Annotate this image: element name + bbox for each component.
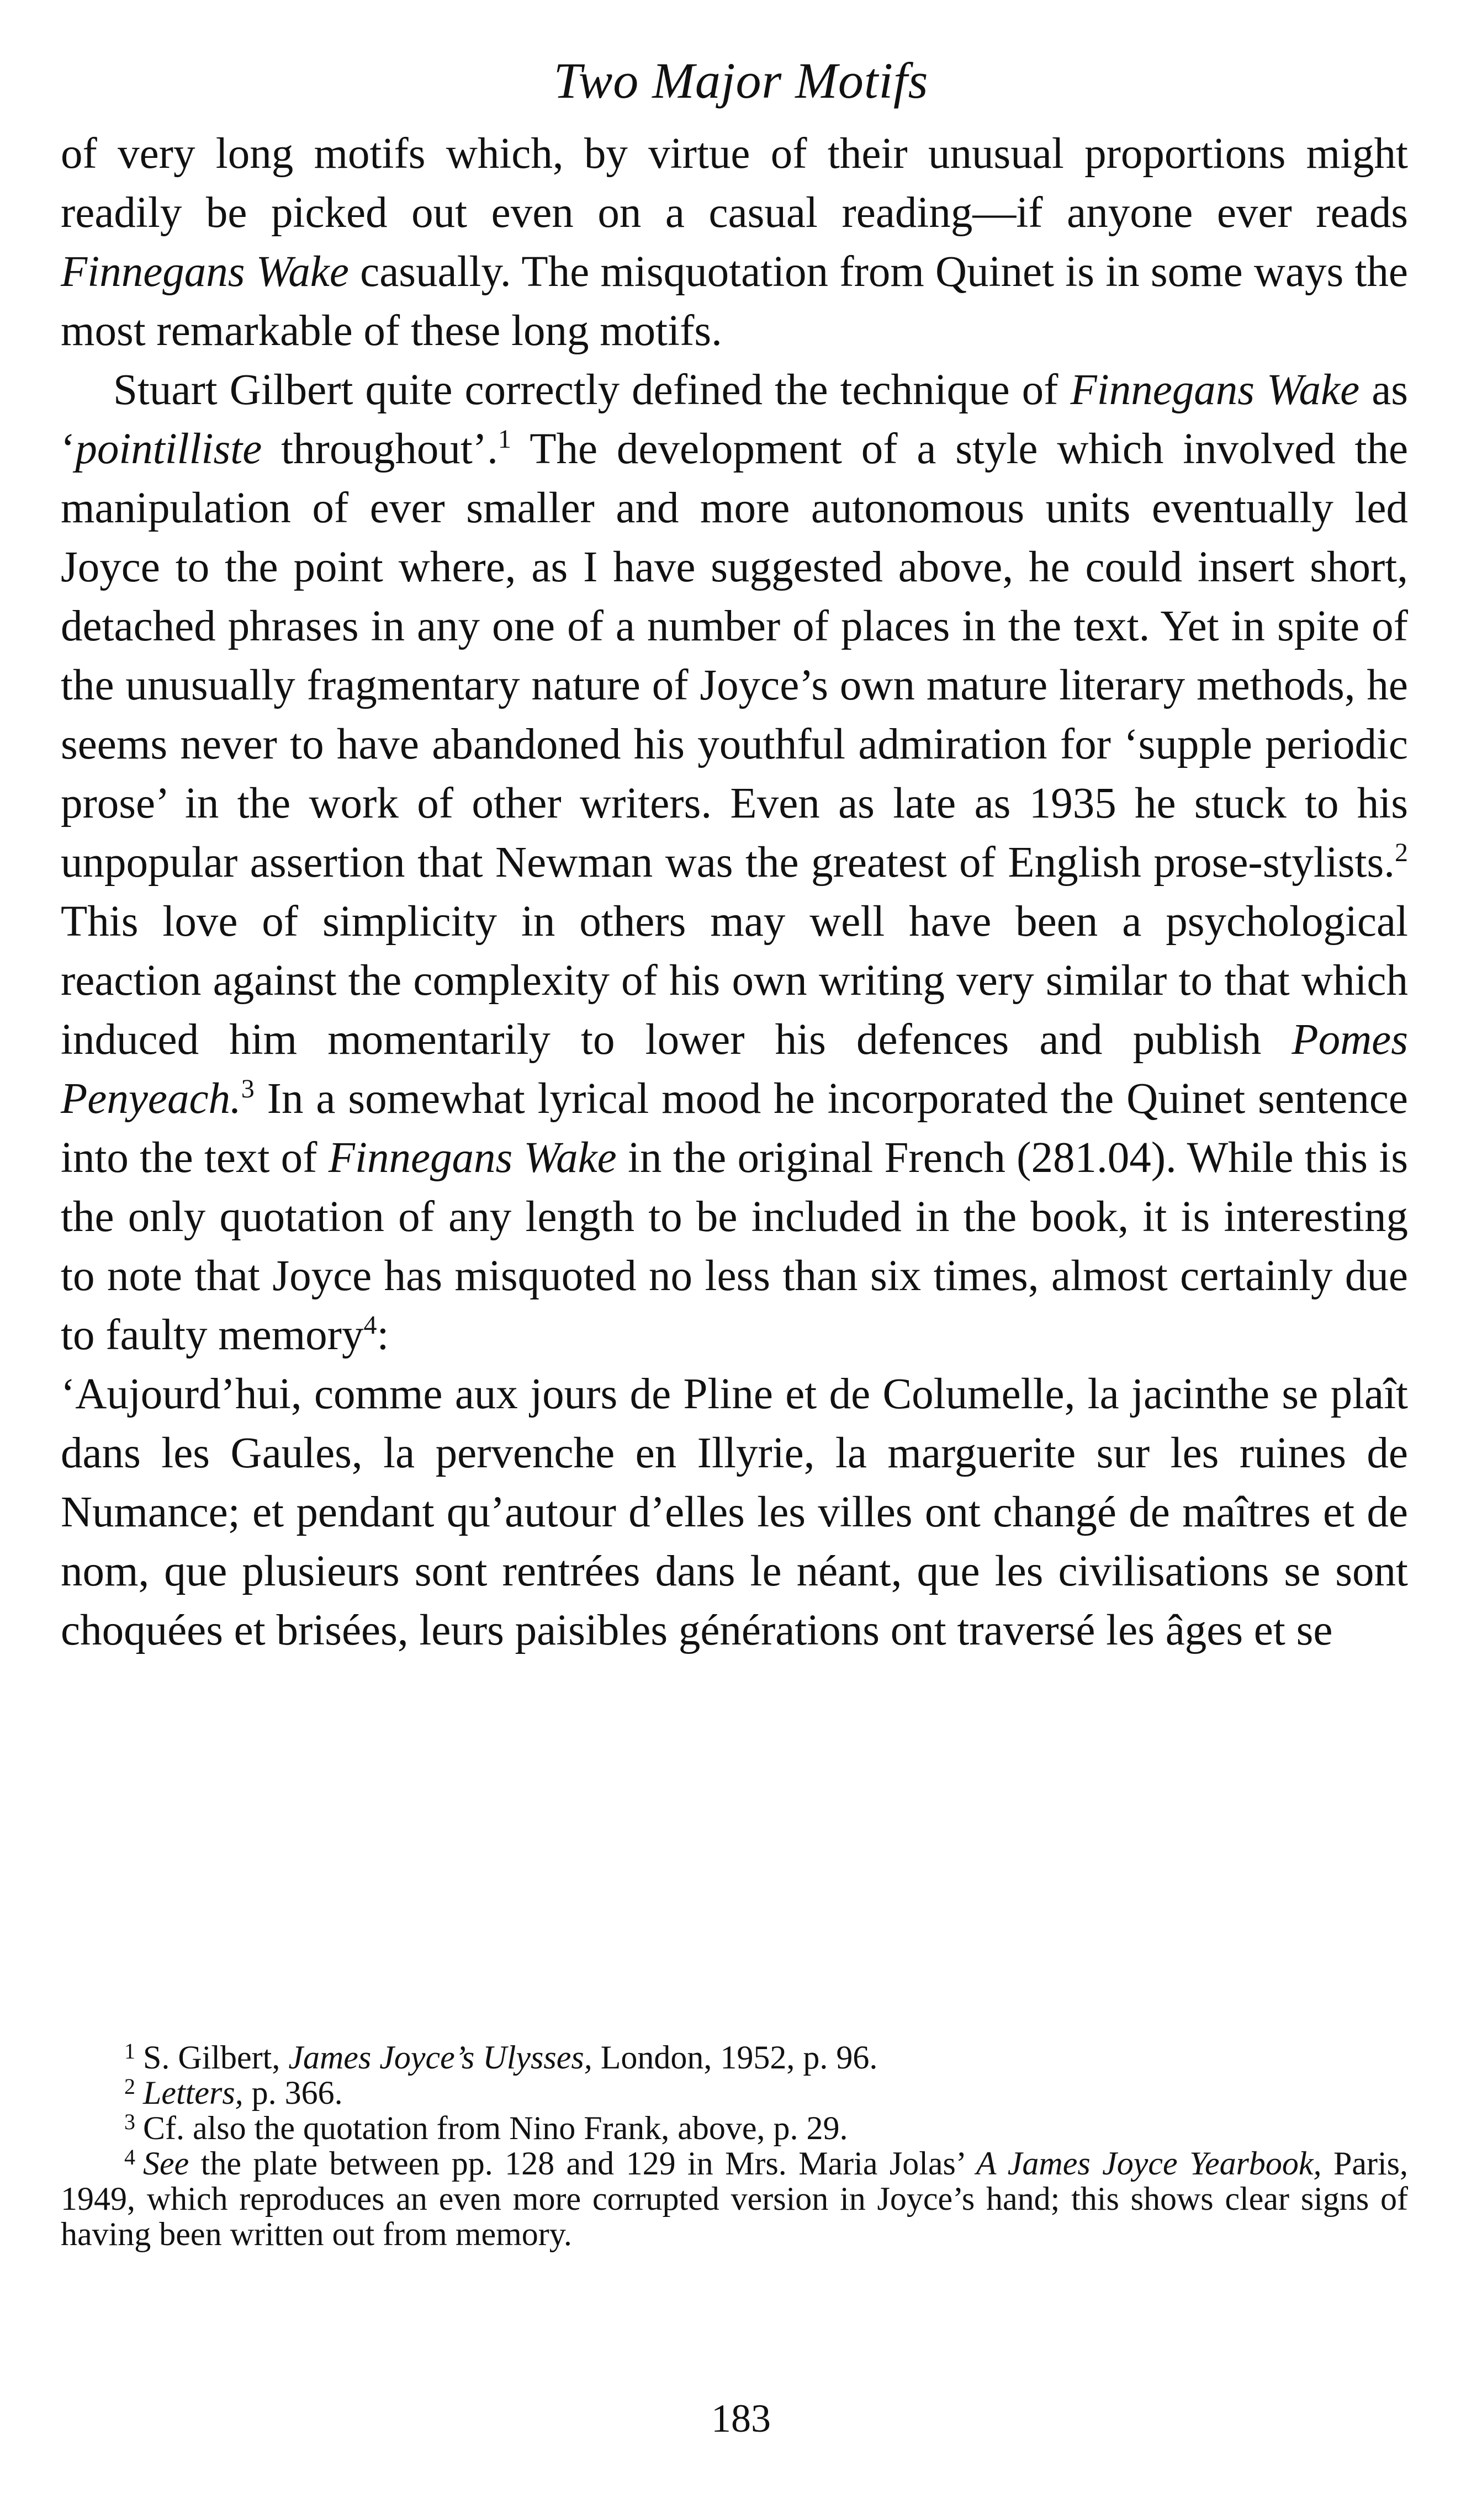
paragraph-gilbert: Stuart Gilbert quite correctly defined the technique of Finnegans Wake as ‘pointilliste throughout’.$^1$ The development of a style which involved the manipulation of ever smaller and more autonomous units eventually led Joyce to the point where, as I have suggested above, he could insert short, detached phrases in any one of a number of places in the text. Yet in spite of the unusually fragmentary nature of Joyce’s own mature literary methods, he seems never to have abandoned his youthful admiration for ‘supple periodic prose’ in the work of other writers. Even as late as 1935 he stuck to his unpopular assertion that Newman was the greatest of English prose-stylists.$^2$ This love of simplicity in others may well have been a psychological reaction against the complexity of his own writing very similar to that which induced him momentarily to lower his defences and publish Pomes Penyeach.$^3$ In a somewhat lyrical mood he incorporated the Quinet sentence into the text of Finnegans Wake in the original French (281.04). While this is the only quotation of any length to be included in the book, it is interesting to note that Joyce has misquoted no less than six times, almost certainly due to faulty memory$^4$: (61, 366, 1409, 1359)
italic-title: Finnegans Wake (328, 1134, 617, 1182)
italic-term: pointilliste (75, 425, 262, 473)
italic-title: Finnegans Wake (1070, 366, 1360, 414)
footnote: $^3$ Cf. also the quotation from Nino Frank, above, p. 29. (124, 2109, 848, 2146)
footnote-mark: 2 (124, 2074, 135, 2099)
footnote-ref[interactable]: 3 (241, 1074, 255, 1104)
italic-title: Pomes Penyeach. (61, 1016, 1408, 1123)
footnote-mark: 1 (124, 2039, 135, 2063)
footnote-ref[interactable]: 2 (1395, 838, 1408, 867)
page-number: 183 (711, 2396, 771, 2441)
footnote: $^2$ Letters, p. 366. (124, 2074, 343, 2111)
footnote-mark: 3 (124, 2109, 135, 2134)
footnote: $^1$ S. Gilbert, James Joyce’s Ulysses, London, 1952, p. 96. (124, 2039, 878, 2076)
paragraph-continuation: of very long motifs which, by virtue of their unusual proportions might readily be picked out even on a casual reading—if anyone ever reads Finnegans Wake casually. The misquotation from Quinet is in some ways the most remarkable of these long motifs. (61, 130, 1408, 355)
footnote-mark: 4 (124, 2145, 135, 2169)
footnote: $^4$ See the plate between pp. 128 and 129 in Mrs. Maria Jolas’ A James Joyce Yearbook, Paris, 1949, which reproduces an even more corrupted version in Joyce’s hand; this shows clear signs of having been written out from memory. (61, 2145, 1408, 2252)
quinet-quotation: ‘Aujourd’hui, comme aux jours de Pline et de Columelle, la jacinthe se plaît dans les Gaules, la pervenche en Illyrie, la marguerite sur les ruines de Numance; et pendant qu’autour d’elles les villes ont changé de maîtres et de nom, que plusieurs sont rentrées dans le néant, que les civilisations se sont choquées et brisées, leurs paisibles générations ont traversé les âges et se (61, 1370, 1408, 1654)
body-text (61, 124, 1408, 1660)
footnotes (61, 2040, 1408, 2252)
italic-title: Finnegans Wake (61, 248, 349, 296)
footnote-ref[interactable]: 1 (497, 425, 511, 454)
running-title: Two Major Motifs (553, 52, 929, 109)
footnote-ref[interactable]: 4 (363, 1311, 377, 1340)
